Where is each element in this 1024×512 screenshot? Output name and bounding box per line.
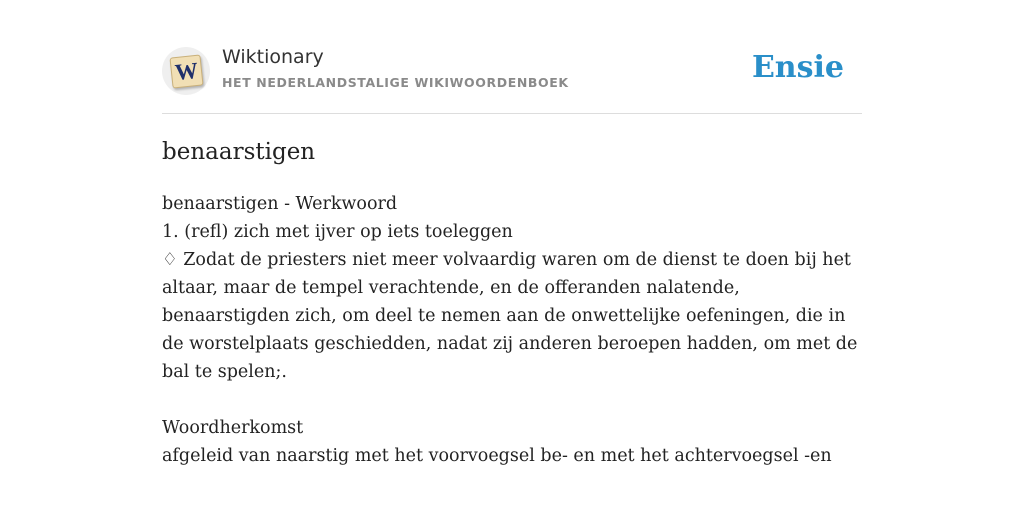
site-tagline: HET NEDERLANDSTALIGE WIKIWOORDENBOEK (222, 75, 569, 90)
wiktionary-logo[interactable] (162, 47, 210, 95)
site-name[interactable]: Wiktionary (222, 46, 324, 68)
definition: 1. (refl) zich met ijver op iets toeleggen (162, 222, 513, 242)
page-container (162, 0, 862, 466)
example-sentence: ♢ Zodat de priesters niet meer volvaardig waren om de dienst te doen bij het altaar, maar de tempel verachtende, en de offeranden nalatende, benaarstigden zich, om deel te nemen aan de onwettelijke oefeningen, die in de worstelplaats geschiedden, nadat zij anderen beroepen hadden, om met de bal te spelen;. (162, 250, 858, 382)
site-header (162, 0, 862, 114)
page-title: benaarstigen (162, 139, 316, 165)
wiktionary-logo-icon: W (169, 54, 203, 88)
etymology-heading: Woordherkomst (162, 418, 304, 438)
dictionary-entry (162, 190, 862, 470)
ensie-brand-link[interactable]: Ensie (751, 50, 844, 85)
headword-line: benaarstigen - Werkwoord (162, 194, 398, 214)
etymology-text: afgeleid van naarstig met het voorvoegsel be- en met het achtervoegsel -en (162, 446, 832, 466)
spacer (162, 386, 862, 414)
